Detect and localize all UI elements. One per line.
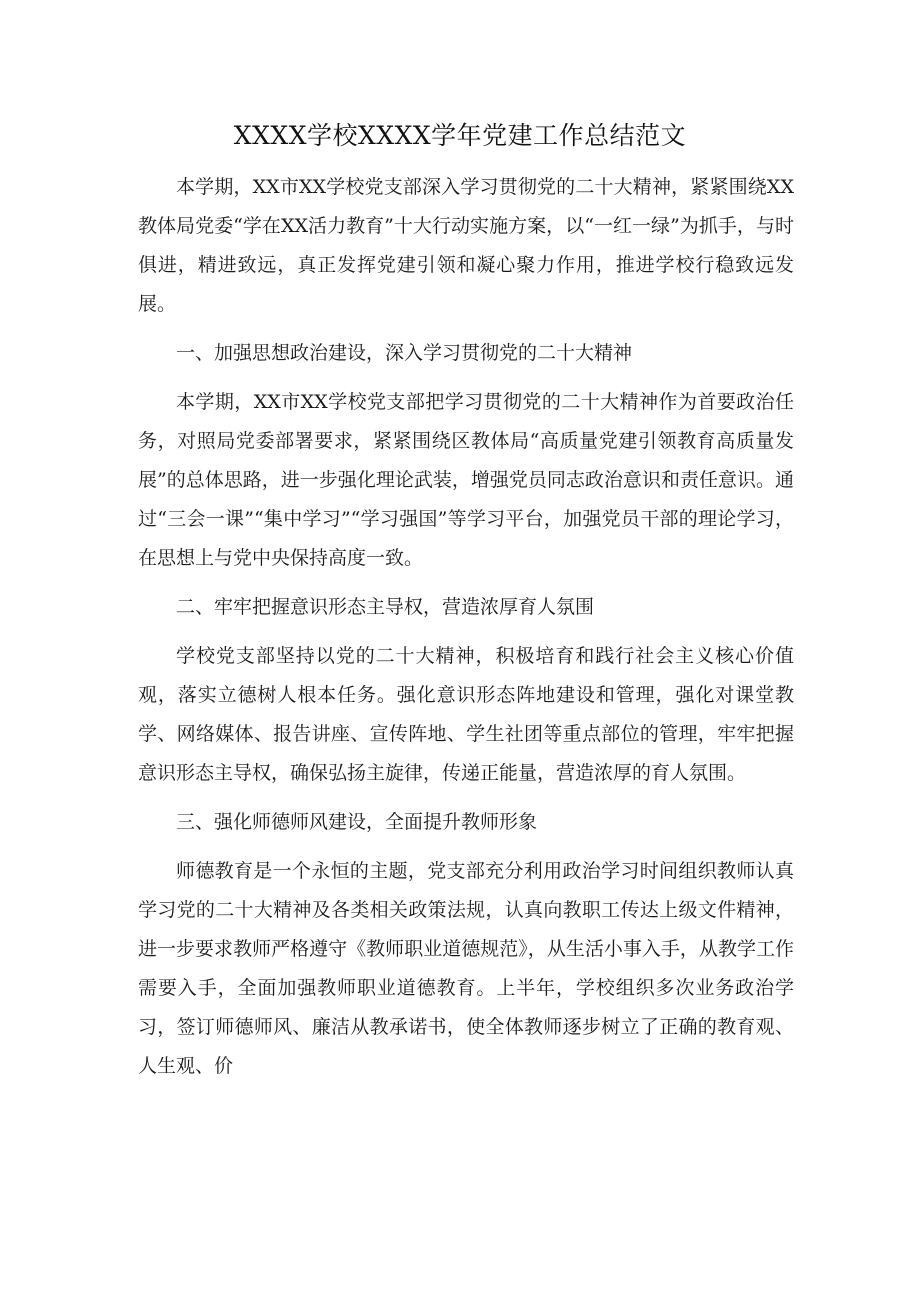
section-heading-1: 一、加强思想政治建设，深入学习贯彻党的二十大精神 <box>176 342 633 364</box>
section-heading-3: 三、强化师德师风建设，全面提升教师形象 <box>176 811 538 833</box>
document-title: XXXX学校XXXX学年党建工作总结范文 <box>233 121 687 150</box>
section-heading-2: 二、牢牢把握意识形态主导权，营造浓厚育人氛围 <box>176 596 595 618</box>
section-body-3: 师德教育是一个永恒的主题，党支部充分利用政治学习时间组织教师认真学习党的二十大精神及各类相关政策法规，认真向教职工传达上级文件精神，进一步要求教师严格遵守《教师职业道德规范》，从生活小事入手，从教学工作需要入手，全面加强教师职业道德教育。上半年，学校组织多次业务政治学习，签订师德师风、廉洁从教承诺书，使全体教师逐步树立了正确的教育观、人生观、价 <box>138 860 794 1077</box>
intro-paragraph: 本学期，XX市XX学校党支部深入学习贯彻党的二十大精神，紧紧围绕XX教体局党委“学在XX活力教育”十大行动实施方案，以“一红一绿”为抓手，与时俱进，精进致远，真正发挥党建引领和凝心聚力作用，推进学校行稳致远发展。 <box>138 176 794 315</box>
section-body-1: 本学期，XX市XX学校党支部把学习贯彻党的二十大精神作为首要政治任务，对照局党委部署要求，紧紧围绕区教体局“高质量党建引领教育高质量发展”的总体思路，进一步强化理论武装，增强党员同志政治意识和责任意识。通过“三会一课”“集中学习”“学习强国”等学习平台，加强党员干部的理论学习，在思想上与党中央保持高度一致。 <box>138 391 794 569</box>
section-body-2: 学校党支部坚持以党的二十大精神，积极培育和践行社会主义核心价值观，落实立德树人根本任务。强化意识形态阵地建设和管理，强化对课堂教学、网络媒体、报告讲座、宣传阵地、学生社团等重点部位的管理，牢牢把握意识形态主导权，确保弘扬主旋律，传递正能量，营造浓厚的育人氛围。 <box>138 645 794 784</box>
document-body <box>138 168 794 1086</box>
